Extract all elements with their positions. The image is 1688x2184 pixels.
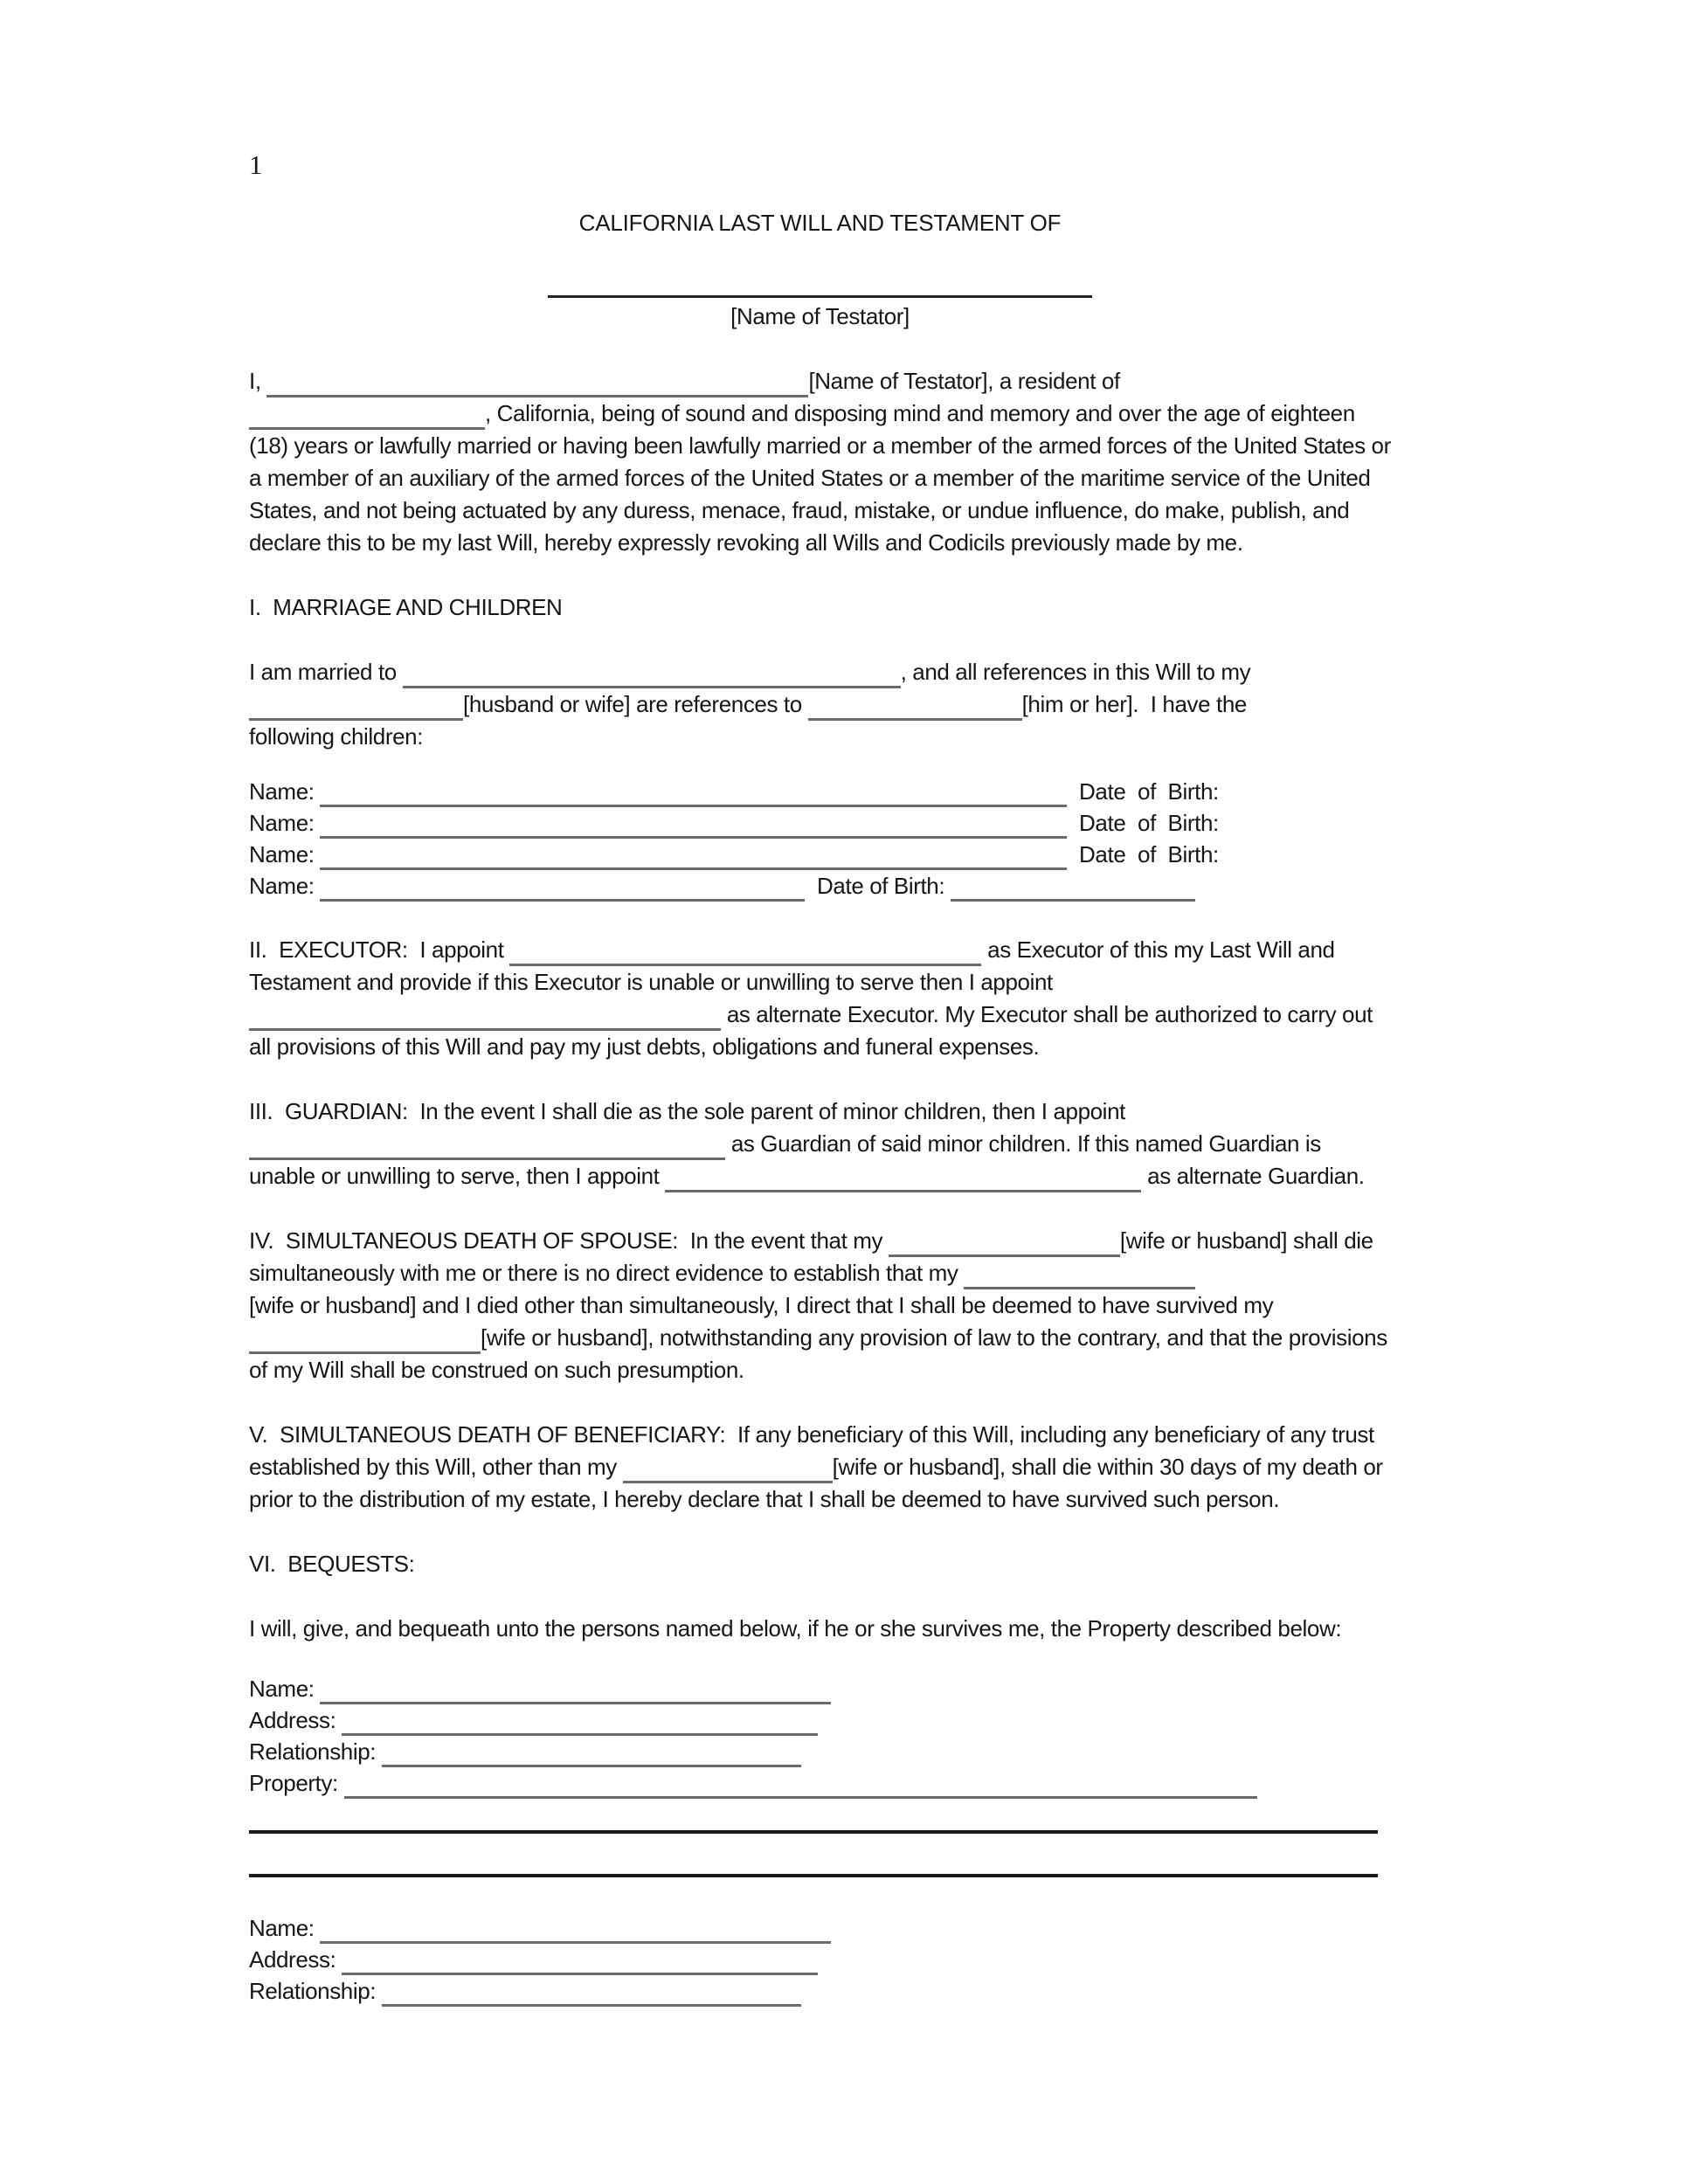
spouse-name-blank[interactable] (403, 660, 901, 688)
text-run: II. EXECUTOR: I appoint (249, 936, 510, 963)
alternate-guardian-name-blank[interactable] (665, 1164, 1141, 1192)
text-run: Date of Birth: (1067, 810, 1219, 836)
section-heading-bequests (249, 1548, 1391, 1580)
text-run: Name: (249, 1676, 321, 1702)
testator-name-line-blank[interactable] (548, 294, 1092, 298)
text-run: as alternate Executor. My Executor shall be authorized to carry out all provisions of this Will and pay my just debts, obligations and funeral expenses. (249, 1001, 1379, 1060)
bequest-2-name-blank[interactable] (320, 1915, 831, 1944)
residence-blank[interactable] (249, 401, 485, 430)
bequest-1-name-row (249, 1673, 1391, 1704)
child-2-name-blank[interactable] (320, 810, 1067, 839)
text-run: [husband or wife] are references to (463, 691, 808, 717)
text-run: Address: (249, 1946, 342, 1973)
document-title: CALIFORNIA LAST WILL AND TESTAMENT OF (578, 210, 1062, 236)
child-row-2 (249, 807, 1391, 839)
executor-paragraph (249, 934, 1391, 1063)
testator-name-caption: [Name of Testator] (730, 303, 910, 329)
text-run: Address: (249, 1707, 342, 1733)
bequest-2-relationship-blank[interactable] (382, 1978, 801, 2007)
text-run: Relationship: (249, 1738, 382, 1765)
beneficiary-spouse-ref-blank[interactable] (623, 1455, 833, 1483)
simultaneous-death-beneficiary-paragraph (249, 1419, 1391, 1516)
spouse-ref-1-blank[interactable] (889, 1228, 1120, 1257)
text-run: I am married to (249, 659, 403, 685)
text-run: Name: (249, 873, 321, 899)
text-run: I will, give, and bequeath unto the persons named below, if he or she survives me, the Property described below: (249, 1615, 1342, 1641)
text-run: , California, being of sound and disposing mind and memory and over the age of eighteen (18) years or lawfully married or having been lawfully married or a member of the armed forces of the United States or a member of an auxiliary of the armed forces of the United States or a member of the maritime service of the United States, and not being actuated by any duress, menace, fraud, mistake, or undue influence, do make, publish, and declare this to be my last Will, hereby expressly revoking all Wills and Codicils previously made by me. (249, 400, 1397, 556)
text-run: Name: (249, 1915, 321, 1941)
bequest-1-property-row (249, 1767, 1391, 1799)
simultaneous-death-spouse-paragraph (249, 1225, 1394, 1386)
text-run: Date of Birth: (1067, 778, 1219, 805)
child-4-dob-blank[interactable] (951, 873, 1195, 902)
guardian-name-blank[interactable] (249, 1131, 725, 1160)
text-run: III. GUARDIAN: In the event I shall die as the sole parent of minor children, then I appoint (249, 1098, 1125, 1124)
executor-name-blank[interactable] (509, 937, 981, 966)
text-run: IV. SIMULTANEOUS DEATH OF SPOUSE: In the event that my (249, 1227, 889, 1254)
text-run: I. MARRIAGE AND CHILDREN (249, 594, 563, 620)
text-run: [wife or husband], notwithstanding any provision of law to the contrary, and that the provisions of my Will shall be construed on such presumption. (249, 1324, 1394, 1383)
bequest-2-address-blank[interactable] (342, 1946, 818, 1975)
guardian-paragraph (249, 1095, 1391, 1192)
text-run: [wife or husband] shall die simultaneously with me or there is no direct evidence to establish that my (249, 1227, 1380, 1286)
child-row-3 (249, 839, 1391, 870)
text-run: as alternate Guardian. (1141, 1163, 1365, 1189)
spouse-designation-blank[interactable] (249, 692, 463, 721)
bequest-2-relationship-row (249, 1975, 1391, 2007)
child-1-name-blank[interactable] (320, 778, 1067, 807)
opening-paragraph (249, 365, 1397, 559)
text-run: Name: (249, 810, 321, 836)
bequest-1-address-blank[interactable] (342, 1707, 818, 1736)
text-run: [wife or husband], shall die within 30 days of my death or prior to the distribution of my estate, I hereby declare that I shall be deemed to have survived such person. (249, 1454, 1389, 1512)
marriage-paragraph (249, 656, 1391, 753)
text-run: [wife or husband] and I died other than simultaneously, I direct that I shall be deemed to have survived my (249, 1292, 1274, 1318)
bequest-1-property-blank[interactable] (344, 1770, 1257, 1799)
property-continuation-line-2 (249, 1874, 1378, 1877)
text-run: Relationship: (249, 1978, 382, 2004)
pronoun-reference-blank[interactable] (808, 692, 1022, 721)
text-run: Name: (249, 778, 321, 805)
text-run: Date of Birth: (805, 873, 951, 899)
testator-name-blank[interactable] (266, 369, 808, 397)
text-run: I, (249, 368, 267, 394)
spouse-ref-3-blank[interactable] (249, 1325, 481, 1354)
child-row-1 (249, 776, 1391, 807)
bequest-2-name-row (249, 1912, 1391, 1944)
child-row-4 (249, 870, 1391, 902)
page-number: 1 (249, 149, 263, 180)
property-continuation-line-1 (249, 1830, 1378, 1834)
text-run: V. SIMULTANEOUS DEATH OF BENEFICIARY: If any beneficiary of this Will, including any beneficiary of any trust established by this Will, other than my (249, 1421, 1380, 1480)
text-run: [Name of Testator], a resident of (808, 368, 1120, 394)
bequest-1-name-blank[interactable] (320, 1676, 831, 1704)
document-body (249, 365, 1397, 2007)
bequests-intro-paragraph (249, 1613, 1391, 1645)
text-run: as Executor of this my Last Will and Testament and provide if this Executor is unable or unwilling to serve then I appoint (249, 936, 1340, 995)
child-4-name-blank[interactable] (320, 873, 805, 902)
alternate-executor-name-blank[interactable] (249, 1002, 721, 1031)
text-run: , and all references in this Will to my (900, 659, 1251, 685)
text-run: [him or her]. I have the (1021, 691, 1247, 717)
bequest-1-relationship-blank[interactable] (382, 1738, 801, 1767)
text-run: following children: (249, 723, 424, 750)
text-run: Date of Birth: (1067, 841, 1219, 867)
text-run: as Guardian of said minor children. If this named Guardian is unable or unwilling to serve, then I appoint (249, 1130, 1327, 1189)
bequest-1-relationship-row (249, 1736, 1391, 1767)
bequest-2-address-row (249, 1944, 1391, 1975)
text-run: VI. BEQUESTS: (249, 1551, 415, 1577)
text-run: Name: (249, 841, 321, 867)
text-run: Property: (249, 1770, 344, 1796)
bequest-1-address-row (249, 1704, 1391, 1736)
child-3-name-blank[interactable] (320, 841, 1067, 870)
section-heading-marriage (249, 591, 1391, 624)
spouse-ref-2-blank[interactable] (964, 1261, 1195, 1289)
